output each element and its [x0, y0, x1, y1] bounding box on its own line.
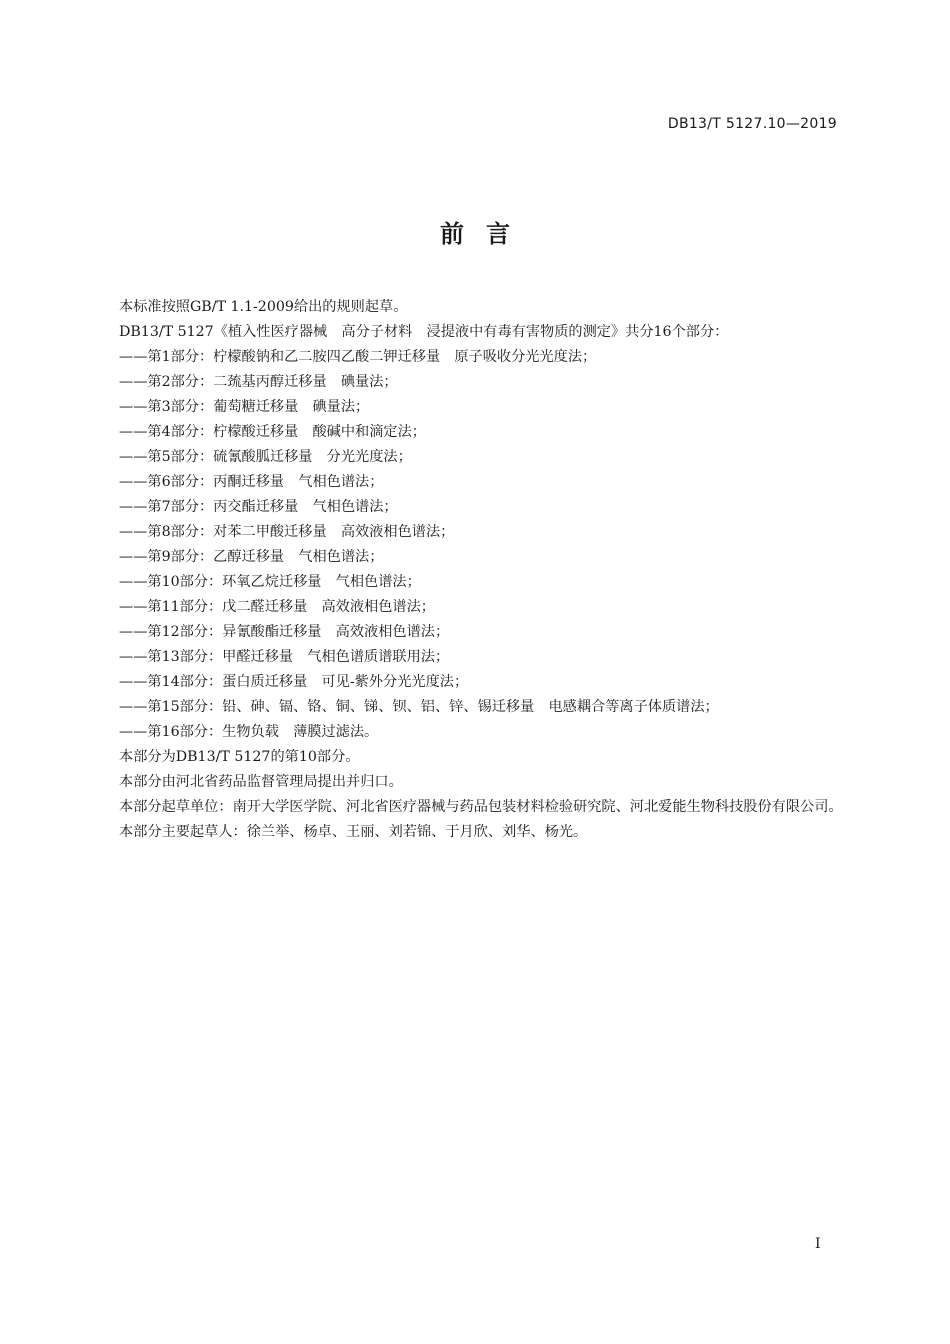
list-item: ——第6部分：丙酮迁移量 气相色谱法； — [119, 474, 384, 490]
part-number-paragraph: 本部分为DB13/T 5127的第10部分。 — [119, 749, 360, 765]
drafting-units-paragraph: 本部分起草单位：南开大学医学院、河北省医疗器械与药品包装材料检验研究院、河北爱能生物科技股份有限公司。 — [119, 799, 843, 815]
list-item: ——第4部分：柠檬酸迁移量 酸碱中和滴定法； — [119, 424, 426, 440]
list-item: ——第1部分：柠檬酸钠和乙二胺四乙酸二钾迁移量 原子吸收分光光度法； — [119, 349, 597, 365]
list-item: ——第10部分：环氧乙烷迁移量 气相色谱法； — [119, 574, 421, 590]
list-item: ——第12部分：异氰酸酯迁移量 高效液相色谱法； — [119, 624, 450, 640]
list-item: ——第14部分：蛋白质迁移量 可见-紫外分光光度法； — [119, 674, 469, 690]
series-intro-paragraph: DB13/T 5127《植入性医疗器械 高分子材料 浸提液中有毒有害物质的测定》共分16个部分： — [119, 324, 729, 340]
foreword-body — [91, 295, 843, 845]
list-item: ——第16部分：生物负载 薄膜过滤法。 — [119, 724, 379, 740]
drafting-rule-paragraph: 本标准按照GB/T 1.1-2009给出的规则起草。 — [119, 299, 408, 315]
page-number: I — [815, 1236, 821, 1252]
list-item: ——第5部分：硫氰酸胍迁移量 分光光度法； — [119, 449, 412, 465]
list-item: ——第2部分：二巯基丙醇迁移量 碘量法； — [119, 374, 398, 390]
parts-list — [91, 345, 843, 745]
list-item: ——第7部分：丙交酯迁移量 气相色谱法； — [119, 499, 398, 515]
drafters-paragraph: 本部分主要起草人：徐兰举、杨卓、王丽、刘若锦、于月欣、刘华、杨光。 — [119, 824, 588, 840]
page-title: 前言 — [440, 220, 532, 248]
list-item: ——第3部分：葡萄糖迁移量 碘量法； — [119, 399, 370, 415]
list-item: ——第15部分：铅、砷、镉、铬、铜、锑、钡、铝、锌、锡迁移量 电感耦合等离子体质谱法； — [119, 699, 719, 715]
list-item: ——第8部分：对苯二甲酸迁移量 高效液相色谱法； — [119, 524, 455, 540]
list-item: ——第9部分：乙醇迁移量 气相色谱法； — [119, 549, 384, 565]
list-item: ——第11部分：戊二醛迁移量 高效液相色谱法； — [119, 599, 435, 615]
document-code: DB13/T 5127.10—2019 — [667, 116, 837, 132]
list-item: ——第13部分：甲醛迁移量 气相色谱质谱联用法； — [119, 649, 450, 665]
proposer-paragraph: 本部分由河北省药品监督管理局提出并归口。 — [119, 774, 403, 790]
